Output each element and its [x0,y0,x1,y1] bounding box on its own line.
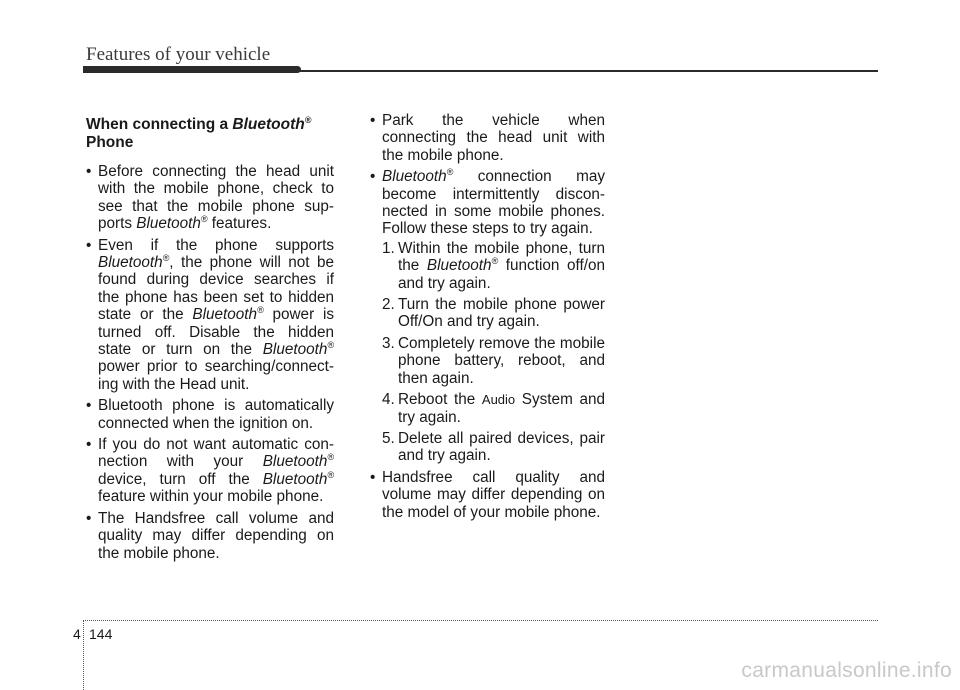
right-column [370,112,605,525]
section-heading [86,112,334,151]
bluetooth-term: Bluetooth® [426,256,499,275]
bluetooth-term: Bluetooth® [262,469,334,488]
heading-bluetooth: Bluetooth® [232,115,312,134]
bluetooth-term: Bluetooth® [382,167,454,186]
bluetooth-term: Bluetooth® [262,452,334,471]
bullet-auto-connect: • Bluetooth phone is automatically connected when the ignition on. [86,397,334,432]
bullet-intermittent: • Bluetooth® connection may become intermittently discon-nected in some mobile phones. Follow these steps to try again. 1. Within the mobile phone, turn the Bluetooth® function off/on and try again. 2. Turn the mobile phone power Off/On and try again. 3. Completely remove the mobile phone battery, reboot, and then again. 4. Reboot the Audio System and try again. 5. Delete all paired devices, pair and try again. [370,168,605,465]
step-5: 5. Delete all paired devices, pair and try again. [382,429,605,465]
bullet-hidden-state: • Even if the phone supports Bluetooth®, the phone will not be found during device searches if the phone has been set to hidden state or the Bluetooth® power is turned off. Disable the hidden state or turn on the Bluetooth® power prior to searching/connect-ing with the Head unit. [86,237,334,394]
bluetooth-term: Bluetooth® [136,214,208,233]
bullet-handsfree-quality: • Handsfree call quality and volume may differ depending on the model of your mobile phone. [370,469,605,521]
bluetooth-term: Bluetooth® [192,305,264,324]
troubleshoot-steps [382,240,605,465]
bluetooth-term: Bluetooth® [262,339,334,359]
heading-suffix: Phone [86,133,134,151]
chapter-number: 4 [73,626,81,642]
step-4: 4. Reboot the Audio System and try again. [382,391,605,426]
right-bullet-list [370,112,605,521]
bullet-disable-auto: • If you do not want automatic con-nection with your Bluetooth® device, turn off the Bluetooth® feature within your mobile phone. [86,436,334,506]
left-bullet-list [86,163,334,562]
step-1: 1. Within the mobile phone, turn the Bluetooth® function off/on and try again. [382,239,605,292]
watermark: carmanualsonline.info [741,659,952,682]
bullet-park-vehicle: • Park the vehicle when connecting the head unit with the mobile phone. [370,112,605,164]
step-3: 3. Completely remove the mobile phone battery, reboot, and then again. [382,334,605,387]
footer-divider [83,620,85,690]
header-title: Features of your vehicle [86,44,271,65]
page-number: 144 [89,626,113,642]
bullet-call-volume: • The Handsfree call volume and quality may differ depending on the mobile phone. [86,510,334,562]
heading-prefix: When connecting a [86,116,233,134]
bullet-check-support: • Before connecting the head unit with the mobile phone, check to see that the mobile phone sup-ports Bluetooth® features. [86,163,334,233]
step-2: 2. Turn the mobile phone power Off/On and try again. [382,296,605,331]
footer-rule [83,620,878,621]
bluetooth-term: Bluetooth® [98,252,170,271]
left-column [86,112,334,566]
header-rule [83,70,878,72]
